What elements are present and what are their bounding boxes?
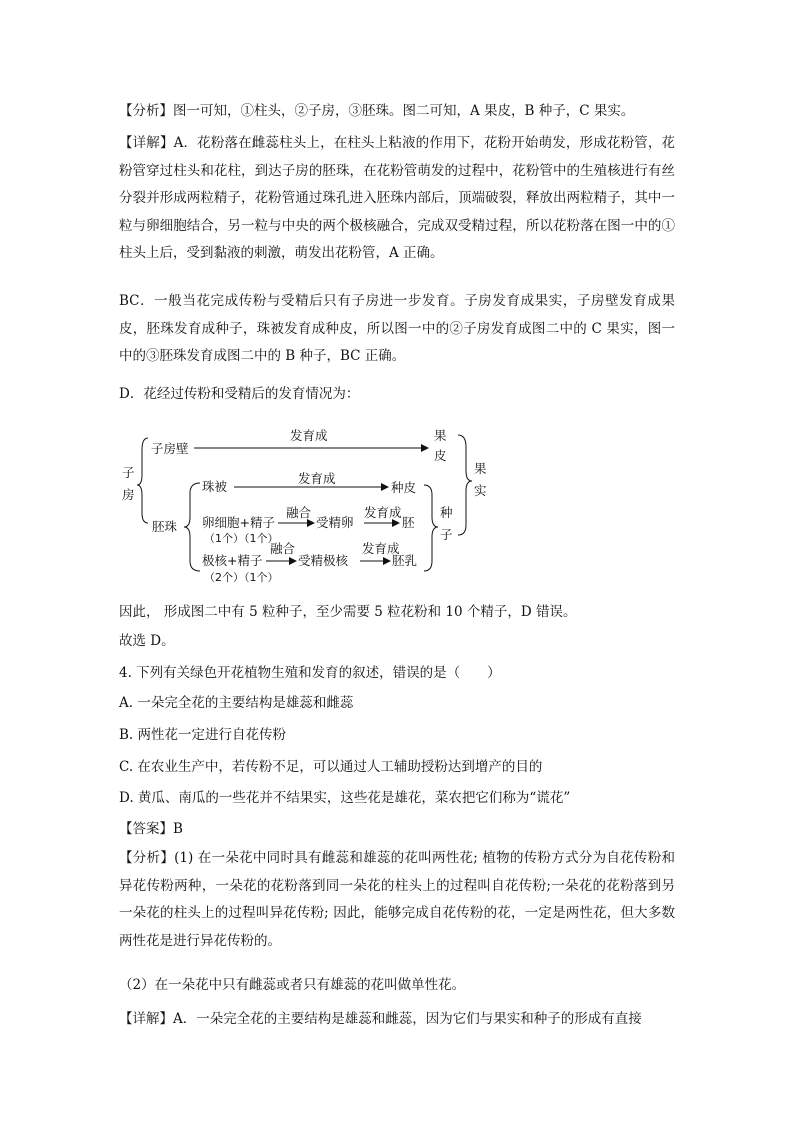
ovary-label-2: 房 — [122, 487, 135, 502]
d-paragraph: D．花经过传粉和受精后的发育情况为： — [119, 386, 360, 402]
develop-label-1: 发育成 — [290, 428, 328, 443]
ovary-wall-label: 子房壁 — [151, 441, 189, 456]
seed-label-1: 种 — [440, 505, 453, 520]
polar-fertilized-label: 受精极核 — [298, 553, 349, 568]
option-d: D. 黄瓜、南瓜的一些花并不结果实，这些花是雄花，菜农把它们称为“谎花” — [119, 790, 571, 806]
fuse-label-2: 融合 — [270, 541, 296, 556]
fuse-label-1: 融合 — [286, 505, 312, 520]
bc-paragraph: BC．一般当花完成传粉与受精后只有子房进一步发育。子房发育成果实，子房壁发育成果皮，胚珠发育成种子，珠被发育成种皮，所以图一中的②子房发育成图二中的 C 果实，图一中的③胚珠发育成图二中的 B 种子，BC 正确。 — [119, 293, 675, 364]
zygote-label: 受精卵 — [316, 515, 354, 530]
option-a: A. 一朵完全花的主要结构是雄蕊和雌蕊 — [119, 695, 354, 711]
ovule-brace — [184, 483, 200, 571]
analysis-paragraph-2: 【分析】(1) 在一朵花中同时具有雌蕊和雄蕊的花叫两性花; 植物的传粉方式分为自花传粉和异花传粉两种，一朵花的花粉落到同一朵花的柱头上的过程叫自花传粉;一朵花的花粉落到另一朵花的柱头上的过程叫异花传粉; 因此，能够完成自花传粉的花，一定是两性花，但大多数两性花是进行异花传粉的。 — [119, 850, 675, 949]
option-c: C. 在农业生产中，若传粉不足，可以通过人工辅助授粉达到增产的目的 — [119, 759, 543, 775]
option-b: B. 两性花一定进行自花传粉 — [119, 727, 287, 743]
polar-count-label: （2个）（1个） — [204, 571, 279, 584]
analysis-paragraph: 【分析】图一可知，①柱头，②子房，③胚珠。图二可知，A 果皮，B 种子，C 果实。 — [119, 103, 635, 119]
question-4: 4. 下列有关绿色开花植物生殖和发育的叙述，错误的是（ ） — [119, 665, 501, 681]
develop-label-2: 发育成 — [298, 471, 336, 486]
develop-label-3: 发育成 — [364, 505, 402, 520]
ovary-label-1: 子 — [122, 465, 135, 480]
seed-brace — [424, 485, 438, 571]
polar-sperm-label: 极核+精子 — [202, 553, 263, 568]
embryo-label: 胚 — [402, 515, 415, 530]
egg-sperm-label: 卵细胞+精子 — [202, 515, 275, 530]
fruit-label-1: 果 — [474, 461, 487, 476]
ovary-brace — [137, 438, 148, 523]
detail-paragraph: 【详解】A．花粉落在雌蕊柱头上，在柱头上粘液的作用下，花粉开始萌发，形成花粉管，花粉管穿过柱头和花柱，到达子房的胚珠，在花粉管萌发的过程中，花粉管中的生殖核进行有丝分裂并形成两粒精子，花粉管通过珠孔进入胚珠内部后，顶端破裂，释放出两粒精子，其中一粒与卵细胞结合，另一粒与中央的两个极核融合，完成双受精过程，所以花粉落在图一中的①柱头上后，受到黏液的刺激，萌发出花粉管，A 正确。 — [119, 135, 675, 261]
fruit-brace — [458, 435, 472, 535]
integument-label: 珠被 — [202, 479, 228, 494]
peel-label-2: 皮 — [434, 448, 447, 463]
endosperm-label: 胚乳 — [392, 553, 418, 568]
ovule-label: 胚珠 — [152, 519, 178, 534]
peel-label-1: 果 — [434, 428, 447, 443]
flower-development-diagram — [118, 425, 498, 585]
therefore-paragraph: 因此， 形成图二中有 5 粒种子，至少需要 5 粒花粉和 10 个精子，D 错误。 — [119, 604, 577, 620]
seed-label-2: 子 — [440, 527, 453, 542]
analysis-paragraph-2b: （2）在一朵花中只有雌蕊或者只有雄蕊的花叫做单性花。 — [119, 977, 466, 993]
develop-label-4: 发育成 — [362, 541, 400, 556]
answer-label: 【答案】B — [119, 821, 183, 837]
detail-paragraph-2: 【详解】A．一朵完全花的主要结构是雄蕊和雌蕊，因为它们与果实和种子的形成有直接 — [119, 1011, 642, 1027]
seed-coat-label: 种皮 — [391, 480, 417, 495]
fruit-label-2: 实 — [474, 483, 487, 498]
choose-paragraph: 故选 D。 — [119, 633, 175, 649]
egg-count-label: （1个）（1个） — [204, 532, 279, 545]
